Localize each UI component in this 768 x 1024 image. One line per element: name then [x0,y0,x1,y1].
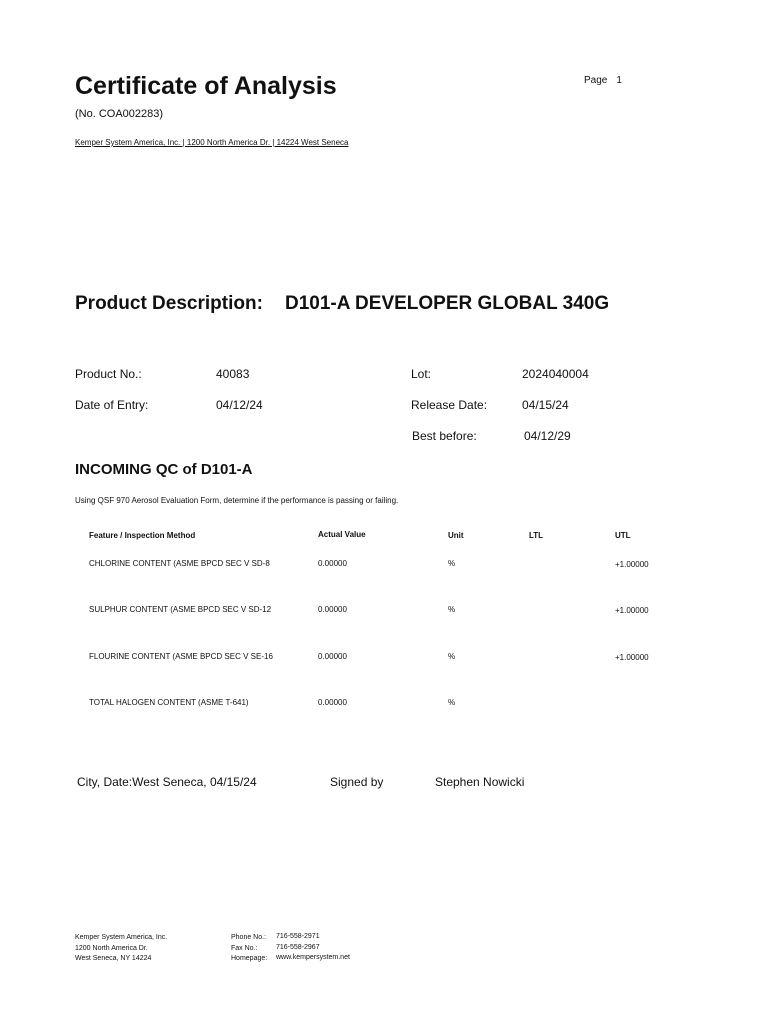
fax-value: 716-558-2967 [276,943,320,951]
feature-cell: TOTAL HALOGEN CONTENT (ASME T-641) [89,698,249,707]
homepage-label: Homepage: [231,955,268,962]
company-address-line: Kemper System America, Inc. | 1200 North America Dr. | 14224 West Seneca [75,138,349,147]
product-description-value: D101-A DEVELOPER GLOBAL 340G [285,293,610,314]
city-date: City, Date:West Seneca, 04/15/24 [77,775,257,789]
unit-cell: % [448,559,456,568]
column-header-actual-value: Actual Value [318,530,366,539]
page-label: Page [584,75,608,86]
actual-value-cell: 0.00000 [318,559,347,568]
release-date-label: Release Date: [411,398,488,412]
column-header-ltl: LTL [529,531,544,540]
product-no-value: 40083 [216,367,250,381]
product-no-label: Product No.: [75,367,142,381]
date-of-entry-value: 04/12/24 [216,398,263,412]
date-of-entry-label: Date of Entry: [75,398,149,412]
signed-by-label: Signed by [330,775,384,789]
feature-cell: FLOURINE CONTENT (ASME BPCD SEC V SE-16 [89,652,273,661]
qc-description: Using QSF 970 Aerosol Evaluation Form, determine if the performance is passing or failing. [75,496,399,505]
feature-cell: SULPHUR CONTENT (ASME BPCD SEC V SD-12 [89,605,272,614]
product-description-label: Product Description: [75,293,263,314]
lot-value: 2024040004 [522,367,589,381]
page-indicator [584,75,622,86]
footer-contact-labels [231,933,267,965]
best-before-label: Best before: [412,429,477,443]
signer-name: Stephen Nowicki [435,775,525,789]
page-number: 1 [616,75,622,86]
column-header-unit: Unit [448,531,464,540]
footer-contact-values [276,932,350,964]
document-title: Certificate of Analysis [75,72,337,100]
utl-cell: +1.00000 [615,653,649,662]
utl-cell: +1.00000 [615,606,649,615]
phone-value: 716-558-2971 [276,933,320,940]
unit-cell: % [448,652,456,661]
footer-address-line: Kemper System America, Inc. [75,934,168,941]
best-before-value: 04/12/29 [524,429,571,443]
fax-label: Fax No.: [231,944,258,952]
footer-address [75,933,167,965]
footer-address-line: 1200 North America Dr. [75,944,148,952]
phone-label: Phone No.: [231,934,267,941]
lot-label: Lot: [411,367,432,381]
column-header-utl: UTL [615,531,631,540]
actual-value-cell: 0.00000 [318,698,347,707]
qc-heading: INCOMING QC of D101-A [75,461,253,478]
utl-cell: +1.00000 [615,560,649,569]
footer-address-line: West Seneca, NY 14224 [75,955,152,962]
certificate-number: (No. COA002283) [75,108,164,120]
column-header-feature: Feature / Inspection Method [89,531,196,540]
unit-cell: % [448,698,456,707]
actual-value-cell: 0.00000 [318,605,347,614]
feature-cell: CHLORINE CONTENT (ASME BPCD SEC V SD-8 [89,559,270,568]
homepage-link: www.kempersystem.net [276,954,350,961]
actual-value-cell: 0.00000 [318,652,347,661]
unit-cell: % [448,605,456,614]
release-date-value: 04/15/24 [522,398,569,412]
